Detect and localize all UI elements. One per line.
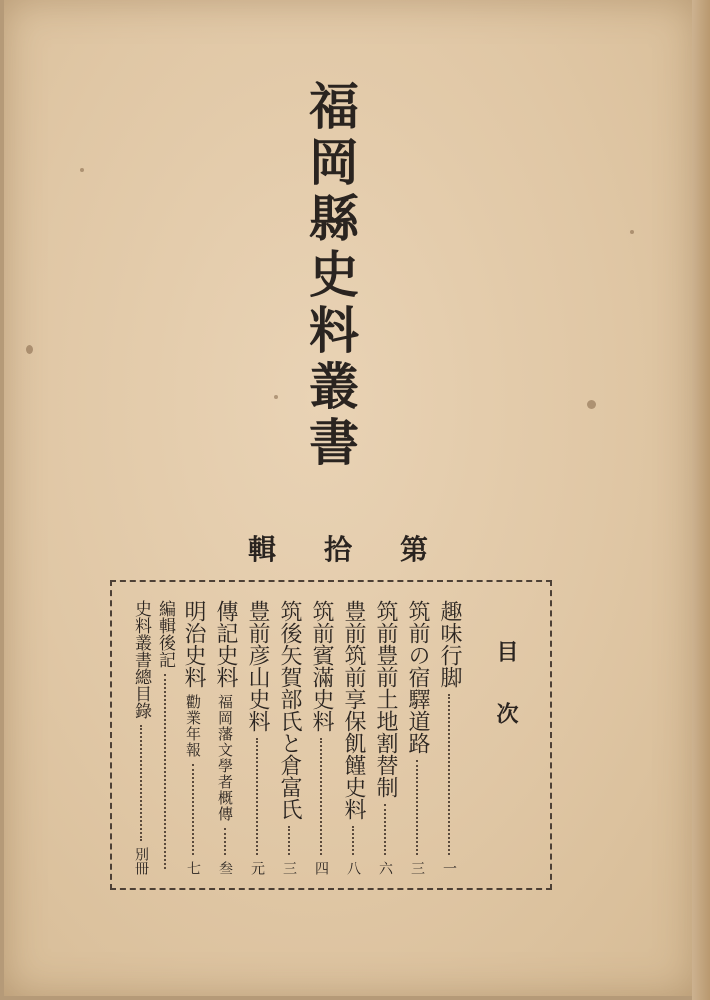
table-of-contents	[130, 600, 464, 875]
toc-entry	[210, 600, 240, 875]
toc-entry-subtitle: 福岡藩文學者概傳	[216, 694, 234, 822]
stain-spot	[80, 168, 84, 172]
toc-entry-title: 筑後矢賀部氏と倉富氏	[277, 600, 302, 820]
toc-entry-page: 元	[249, 861, 265, 875]
toc-entry	[154, 600, 176, 875]
toc-entry-title: 趣味行脚	[437, 600, 462, 688]
leader-dots	[224, 828, 226, 855]
toc-entry-title: 豊前彦山史料	[245, 600, 270, 732]
toc-entry	[178, 600, 208, 875]
toc-entry-page: 三	[409, 861, 425, 875]
leader-dots	[288, 826, 290, 855]
leader-dots	[384, 804, 386, 855]
leader-dots	[448, 694, 450, 855]
volume-number	[248, 528, 428, 568]
toc-entry-title: 筑前賓滿史料	[309, 600, 334, 732]
stain-spot	[587, 400, 596, 409]
leader-dots	[256, 738, 258, 855]
toc-entry	[242, 600, 272, 875]
toc-entry-page: 八	[345, 861, 361, 875]
leader-dots	[320, 738, 322, 855]
toc-entry-title: 筑前の宿驛道路	[405, 600, 430, 754]
toc-entry-subtitle: 勸業年報	[184, 694, 202, 758]
page-edge	[692, 0, 710, 1000]
volume-char: 第	[399, 533, 428, 566]
leader-dots	[140, 725, 142, 841]
toc-entry	[370, 600, 400, 875]
volume-char: 拾	[324, 533, 353, 566]
toc-entry-title: 明治史料	[181, 600, 206, 688]
toc-entry-page: 叁	[217, 861, 233, 875]
leader-dots	[416, 760, 418, 855]
toc-entry	[306, 600, 336, 875]
stain-spot	[274, 395, 278, 399]
toc-heading: 目次	[493, 640, 519, 764]
stain-spot	[630, 230, 634, 234]
book-title: 福岡縣史料叢書	[301, 80, 360, 472]
toc-entry-title: 豊前筑前享保飢饉史料	[341, 600, 366, 820]
volume-char: 輯	[248, 533, 277, 566]
toc-entry-title: 傳記史料	[213, 600, 238, 688]
toc-entry-title: 史料叢書總目錄	[131, 600, 151, 719]
toc-entry	[130, 600, 152, 875]
leader-dots	[164, 674, 166, 869]
leader-dots	[192, 764, 194, 855]
toc-entry-page: 六	[377, 861, 393, 875]
toc-entry-page: 三	[281, 861, 297, 875]
toc-entry-page: 七	[185, 861, 201, 875]
toc-entry	[274, 600, 304, 875]
toc-entry	[402, 600, 432, 875]
stain-spot	[26, 345, 33, 354]
toc-entry	[434, 600, 464, 875]
toc-entry	[338, 600, 368, 875]
toc-entry-title: 編輯後記	[155, 600, 175, 668]
leader-dots	[352, 826, 354, 855]
toc-entry-page: 一	[441, 861, 457, 875]
toc-entry-page: 四	[313, 861, 329, 875]
toc-entry-title: 筑前豊前土地割替制	[373, 600, 398, 798]
toc-entry-page: 別冊	[133, 847, 149, 875]
